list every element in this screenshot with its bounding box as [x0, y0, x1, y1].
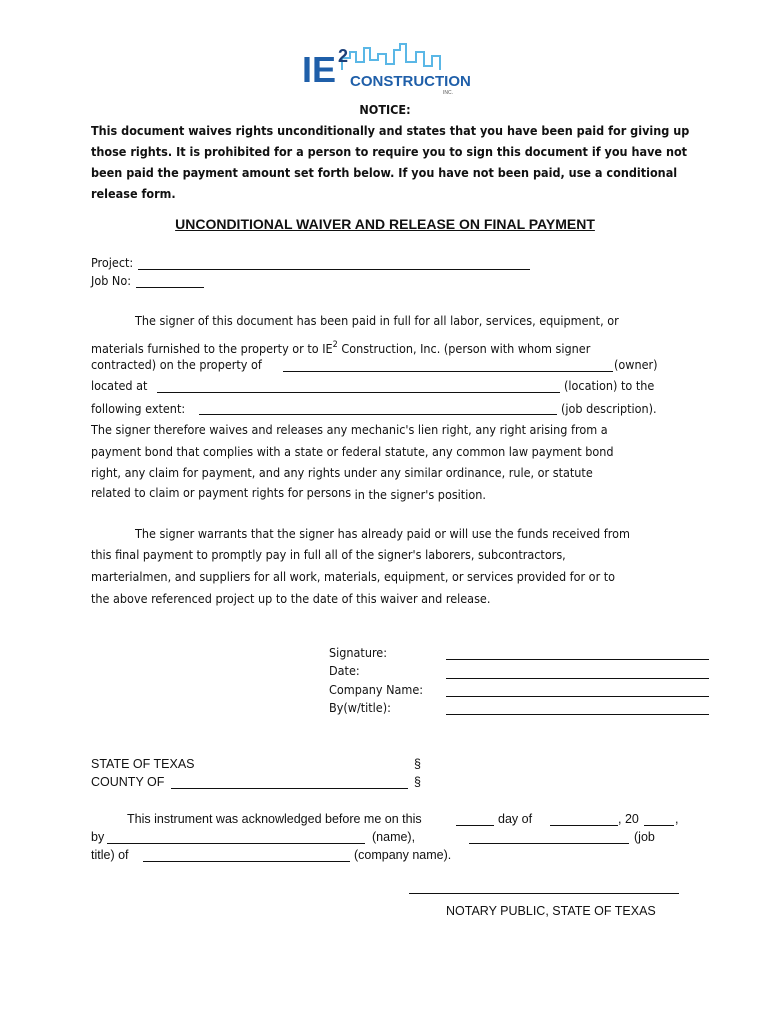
- project-field[interactable]: [138, 269, 530, 270]
- section-symbol-1: §: [414, 757, 421, 771]
- company-logo: [300, 40, 480, 100]
- ack-line3a: title) of: [91, 848, 129, 862]
- logo-inc: INC.: [443, 90, 453, 96]
- ack-line1a: This instrument was acknowledged before me on this: [127, 812, 422, 826]
- logo-letters: IE: [302, 49, 337, 90]
- ack-line2b: (name),: [372, 830, 416, 844]
- state-of-texas: STATE OF TEXAS: [91, 757, 195, 771]
- ack-year-field[interactable]: [644, 825, 674, 826]
- para2-line4: the above referenced project up to the date of this waiver and release.: [91, 591, 491, 606]
- signature-label: Signature:: [329, 645, 388, 660]
- para1-line7: payment bond that complies with a state or federal statute, any common law payment bond: [91, 444, 614, 459]
- signature-field[interactable]: [446, 659, 709, 660]
- para1-line5b: (job description).: [561, 401, 657, 416]
- notice-body: This document waives rights unconditionally and states that you have been paid for giving up those rights. It is prohibited for a person to require you to sign this document if you have not been paid the payment amount set forth below. If you have not been paid, use a conditional release form.: [91, 123, 690, 201]
- document-title: UNCONDITIONAL WAIVER AND RELEASE ON FINAL PAYMENT: [175, 216, 595, 232]
- job-no-label: Job No:: [91, 273, 131, 288]
- para1-line4a: located at: [91, 378, 148, 393]
- notice-title: NOTICE:: [359, 102, 411, 117]
- section-symbol-2: §: [414, 775, 421, 789]
- ack-line1c: , 20: [618, 812, 639, 826]
- ack-line3b: (company name).: [354, 848, 452, 862]
- ack-line2c: (job: [634, 830, 655, 844]
- para1-line8: right, any claim for payment, and any rights under any similar ordinance, rule, or statute: [91, 465, 593, 480]
- by-title-label: By(w/title):: [329, 700, 391, 715]
- date-field[interactable]: [446, 678, 709, 679]
- ack-job-field[interactable]: [469, 843, 629, 844]
- para1-line5a: following extent:: [91, 401, 186, 416]
- job-description-field[interactable]: [199, 414, 557, 415]
- notary-signature-field[interactable]: [409, 893, 679, 894]
- para1-line6: The signer therefore waives and releases any mechanic's lien right, any right arising from a: [91, 422, 608, 437]
- owner-field[interactable]: [283, 371, 613, 372]
- para2-line1: The signer warrants that the signer has already paid or will use the funds received from: [135, 526, 630, 541]
- county-of: COUNTY OF: [91, 775, 165, 789]
- ack-month-field[interactable]: [550, 825, 618, 826]
- para1-line3a: contracted) on the property of: [91, 357, 262, 372]
- project-label: Project:: [91, 255, 134, 270]
- company-name-label: Company Name:: [329, 682, 424, 697]
- ack-line1b: day of: [498, 812, 533, 826]
- para1-line1: The signer of this document has been paid in full for all labor, services, equipment, or: [135, 313, 619, 328]
- para1-line3b: (owner): [614, 357, 658, 372]
- company-name-field[interactable]: [446, 696, 709, 697]
- ack-line2a: by: [91, 830, 105, 844]
- para1-line9: related to claim or payment rights for persons in the signer's position.: [91, 485, 486, 502]
- skyline-icon: [342, 44, 440, 70]
- para2-line2: this final payment to promptly pay in full all of the signer's laborers, subcontractors,: [91, 547, 566, 562]
- logo-superscript: 2: [338, 46, 349, 66]
- ack-company-field[interactable]: [143, 861, 350, 862]
- para1-line4b: (location) to the: [564, 378, 655, 393]
- location-field[interactable]: [157, 392, 560, 393]
- notary-public-label: NOTARY PUBLIC, STATE OF TEXAS: [446, 904, 656, 918]
- county-field[interactable]: [171, 788, 408, 789]
- by-title-field[interactable]: [446, 714, 709, 715]
- para1-line2: materials furnished to the property or to $IE^2$ Construction, Inc. (person with whom signer: [91, 340, 591, 356]
- date-label: Date:: [329, 663, 360, 678]
- ack-day-field[interactable]: [456, 825, 494, 826]
- para2-line3: marterialmen, and suppliers for all work, materials, equipment, or services provided for or to: [91, 569, 616, 584]
- ack-line1d: ,: [675, 812, 679, 826]
- job-no-field[interactable]: [136, 287, 204, 288]
- ack-name-field[interactable]: [107, 843, 365, 844]
- logo-word: CONSTRUCTION: [350, 73, 471, 90]
